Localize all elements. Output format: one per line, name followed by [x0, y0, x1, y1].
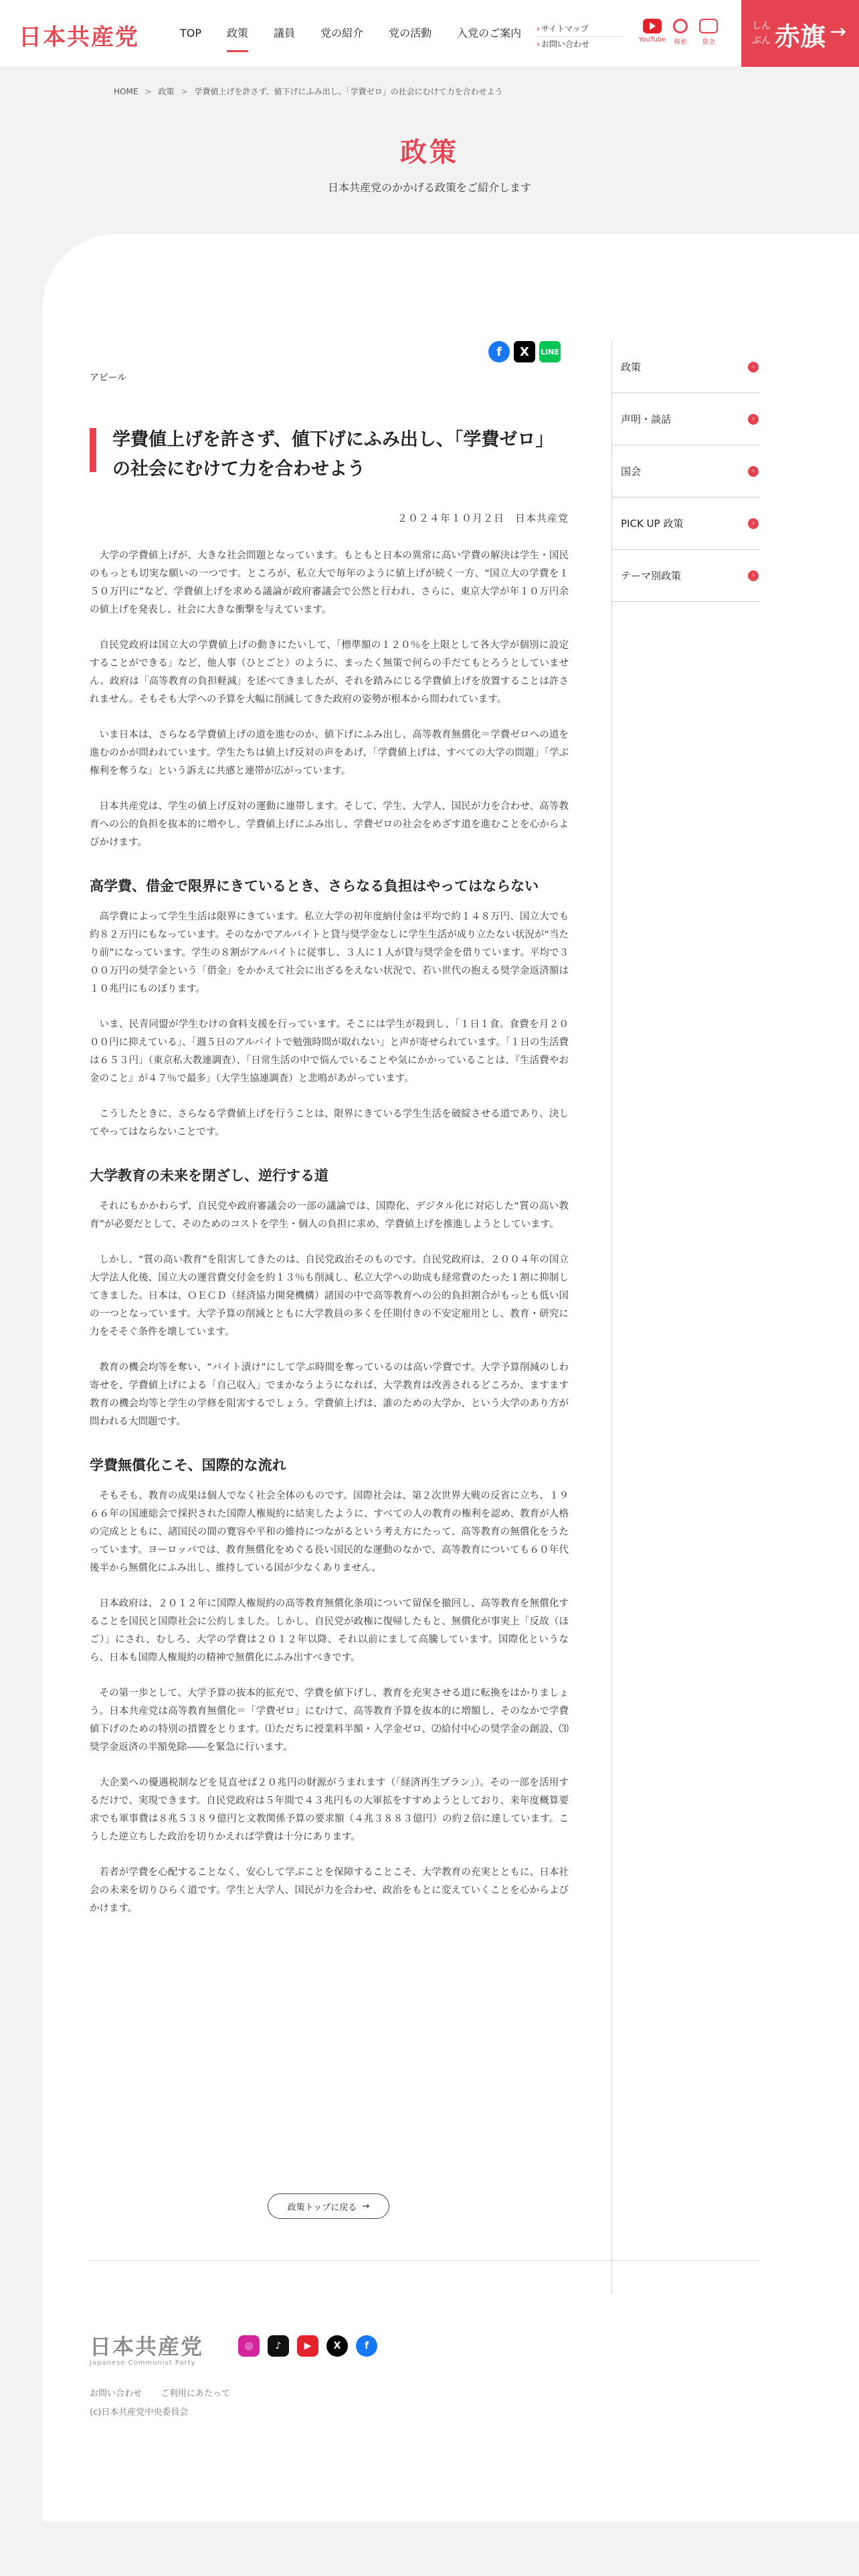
footer-logo[interactable]: 日本共産党 — [90, 2334, 204, 2359]
akahata-banner[interactable] — [741, 0, 859, 67]
akahata-small-label: しんぶん — [752, 21, 771, 46]
facebook-icon[interactable]: f — [356, 2335, 377, 2357]
share-buttons — [488, 341, 561, 362]
article-title: 学費値上げを許さず、値下げにふみ出し、「学費ゼロ」の社会にむけて力を合わせよう — [112, 429, 554, 479]
chevron-right-icon: › — [748, 414, 759, 425]
sidebar-item-policy[interactable]: 政策 › — [611, 341, 760, 393]
chevron-right-icon: › — [748, 518, 759, 529]
contact-link[interactable]: › お問い合わせ — [537, 39, 589, 49]
footer-logo-en: Japanese Communist Party — [90, 2359, 196, 2367]
article-paragraph: こうしたときに、さらなる学費値上げを行うことは、限界にきている学生生活を破綻させる道であり、決してやってはならないことです。 — [90, 1109, 569, 1138]
arrow-right-icon: → — [830, 20, 847, 43]
copyright: (c)日本共産党中央委員会 — [90, 2407, 189, 2418]
search-icon — [673, 19, 688, 33]
line-share-icon[interactable]: LINE — [539, 341, 561, 362]
article-paragraph: 日本政府は、２０１２年に国際人権規約の高等教育無償化条項について留保を撤回し、高等教育を無償化することを国民と国際社会に公約しました。しかし、自民党が政権に復帰したもと、無償化が事実上「反故（ほご）」にされ、むしろ、大学の学費は２０１２年以降、それ以前にまして高騰しています。国際化というなら、日本も国際人権規約の精神で無償化にふみ出すべきです。 — [90, 1598, 569, 1663]
chevron-right-icon: › — [748, 466, 759, 477]
chevron-right-icon: › — [748, 570, 759, 581]
header-icons — [638, 19, 723, 46]
article-paragraph: 大企業への優遇税制などを見直せば２０兆円の財源がうまれます（「経済再生プラン」）。その一部を活用するだけで、実現できます。自民党政府は５年間で４３兆円もの大軍拡をすすめようとしており、来年度概算要求でも軍事費は８兆５３８９億円と文教関係予算の要求額（４兆３８８３億円）の約２倍に達しています。こうした逆立ちした政治を切りかえれば学費は十分にあります。 — [90, 1778, 569, 1842]
article-category: アピール — [90, 372, 127, 383]
article-paragraph: 高学費によって学生生活は限界にきています。私立大学の初年度納付金は平均で約１４８万円、国立大でも約８２万円にもなっています。そのなかでアルバイトと貸与奨学金なしに学生生活が成り立たない状況が“当たり前”になっています。学生の８割がアルバイトに従事し、３人に１人が貸与奨学金を借りています。平均で３００万円の奨学金という「借金」をかかえて社会に出ざるをえない状況で、若い世代の抱える奨学金返済額は１０兆円にものぼります。 — [90, 911, 569, 994]
donate-button[interactable]: 募金 — [694, 19, 723, 46]
x-icon[interactable]: X — [326, 2335, 348, 2357]
breadcrumb-current: 学費値上げを許さず、値下げにふみ出し、「学費ゼロ」の社会にむけて力を合わせよう — [194, 87, 503, 96]
chevron-right-icon: › — [748, 362, 759, 372]
article-paragraph: その第一歩として、大学予算の抜本的拡充で、学費を値下げし、教育を充実させる道に転換をはかりましょう。日本共産党は高等教育無償化＝「学費ゼロ」にむけて、高等教育予算を抜本的に増額し、そのなかで学費値下げのための特別の措置をとります。⑴ただちに授業料半額・入学金ゼロ、⑵給付中心の奨学金の創設、⑶奨学金返済の半額免除――を緊急に行います。 — [90, 1688, 569, 1753]
facebook-share-icon[interactable]: f — [488, 341, 510, 362]
search-button[interactable]: 検索 — [666, 19, 694, 46]
nav-about[interactable]: 党の紹介 — [320, 27, 364, 39]
global-nav — [167, 0, 534, 67]
breadcrumb-policy[interactable]: 政策 — [158, 87, 175, 96]
sidebar — [611, 341, 760, 602]
youtube-icon[interactable]: ▶ — [297, 2335, 318, 2357]
article-paragraph: いま日本は、さらなる学費値上げの道を進むのか、値下げにふみ出し、高等教育無償化＝学費ゼロへの道を進むのかが問われています。学生たちは値上げ反対の声をあげ、「学費値上げは、すべての大学の問題」「学ぶ権利を奪うな」という訴えに共感と連帯が広がっています。 — [90, 730, 569, 776]
title-accent-bar — [90, 428, 96, 472]
arrow-right-icon: → — [362, 2201, 370, 2212]
article-paragraph: 自民党政府は国立大の学費値上げの動きにたいして、「標準額の１２０％を上限として各大学が個別に設定することができる」など、他人事（ひとごと）のように、まったく無策で何らの手だてもとろうとしていません。政府は「高等教育の負担軽減」を述べてきましたが、それを踏みにじる学費値上げを放置することは許されません。そもそも大学への予算を大幅に削減してきた政府の姿勢が根本から問われています。 — [90, 640, 569, 705]
nav-policy[interactable]: 政策 — [214, 0, 261, 67]
page-subtitle: 日本共産党のかかげる政策をご紹介します — [327, 181, 531, 194]
site-header — [0, 0, 859, 67]
nav-top[interactable]: TOP — [180, 27, 202, 39]
breadcrumb-home[interactable]: HOME — [114, 87, 138, 96]
nav-members[interactable]: 議員 — [274, 27, 296, 39]
article-paragraph: そもそも、教育の成果は個人でなく社会全体のものです。国際社会は、第２次世界大戦の反省に立ち、１９６６年の国連総会で採択された国際人権規約に結実したように、すべての人の教育の権利を認め、教育が人格の完成とともに、諸国民の間の寛容や平和の維持につながるという考え方にたって、高等教育の無償化をうたっています。ヨーロッパでは、教育無償化をめぐる長い国民的な運動のなかで、高等教育についても６０年代後半から無償化にふみ出し、維持している国が少なくありません。 — [90, 1491, 569, 1574]
nav-activities[interactable]: 党の活動 — [389, 27, 432, 39]
article-paragraph: 若者が学費を心配することなく、安心して学ぶことを保障することこそ、大学教育の充実とともに、日本社会の未来を切りひらく道です。学生と大学人、国民が力を合わせ、政治をもとに変えていくことを心からよびかけます。 — [90, 1867, 569, 1914]
section-heading: 高学費、借金で限界にきているとき、さらなる負担はやってはならない — [90, 878, 539, 894]
youtube-icon — [643, 19, 662, 33]
tiktok-icon[interactable]: ♪ — [268, 2335, 289, 2357]
site-logo[interactable]: 日本共産党 — [19, 24, 139, 51]
footer-divider — [90, 2260, 760, 2261]
sidebar-item-pickup[interactable]: PICK UP 政策 › — [611, 498, 760, 550]
article-title-block — [90, 425, 569, 484]
article-paragraph: それにもかかわらず、自民党や政府審議会の一部の議論では、国際化、デジタル化に対応した“質の高い教育”が必要だとして、そのためのコストを学生・個人の負担に求め、学費値上げを推進しようとしています。 — [90, 1201, 569, 1230]
article-paragraph: いま、民青同盟が学生むけの食料支援を行っています。そこには学生が殺到し、「１日１食。食費を月２０００円に抑えている」、「週５日のアルバイトで勉強時間が取れない」と声が寄せられています。「１日の生活費は６５３円」（東京私大教連調査）、「日常生活の中で悩んでいることや気にかかっていることは、『生活費やお金のこと』が４７％で最多」（大学生協連調査）と悲鳴があがっています。 — [90, 1019, 569, 1084]
nav-join[interactable]: 入党のご案内 — [457, 27, 522, 39]
sidebar-item-theme[interactable]: テーマ別政策 › — [611, 550, 760, 602]
sub-nav — [537, 23, 624, 50]
page-title: 政策 — [400, 137, 459, 168]
akahata-title: 赤旗 — [775, 21, 826, 51]
donate-icon — [699, 19, 718, 33]
sitemap-link[interactable]: › サイトマップ — [537, 24, 589, 33]
back-to-policy-button[interactable]: 政策トップに戻る → — [268, 2193, 389, 2219]
footer-terms-link[interactable]: ご利用にあたって — [161, 2389, 231, 2399]
article-date: ２０２４年１０月２日 日本共産党 — [397, 512, 569, 524]
article-paragraph: 教育の機会均等を奪い、“バイト漬け”にして学ぶ時間を奪っているのは高い学費です。大学予算削減のしわ寄せを、学費値上げによる「自己収入」でまかなうようになれば、大学教育は改善されるどころか、ますます教育の機会均等と学生の学修を阻害するでしょう。学費値上げは、誰のための大学か、という大学のあり方が問われる大問題です。 — [90, 1362, 569, 1427]
footer-links — [90, 2386, 230, 2399]
article-paragraph: 日本共産党は、学生の値上げ反対の運動に連帯します。そして、学生、大学人、国民が力を合わせ、高等教育への公的負担を抜本的に増やし、学費値上げにふみ出し、学費ゼロの社会をめざす道を進むことを心からよびかけます。 — [90, 801, 569, 848]
breadcrumb: HOME > 政策 > 学費値上げを許さず、値下げにふみ出し、「学費ゼロ」の社会にむけて力を合わせよう — [114, 87, 503, 96]
social-links — [238, 2335, 377, 2357]
section-heading: 学費無償化こそ、国際的な流れ — [90, 1457, 286, 1473]
x-share-icon[interactable]: X — [514, 341, 535, 362]
article-paragraph: しかし、“質の高い教育”を阻害してきたのは、自民党政治そのものです。自民党政府は、２００４年の国立大学法人化後、国立大の運営費交付金を約１３％も削減し、私立大学への助成も経常費のたった１割に抑制してきました。日本は、ＯＥＣＤ（経済協力開発機構）諸国の中で高等教育への公的負担割合がもっとも低い国の一つとなっています。大学予算の削減とともに大学教員の多くを任期付きの不安定雇用とし、教育・研究に力をそそぐ条件を壊しています。 — [90, 1255, 569, 1337]
sidebar-item-statements[interactable]: 声明・談話 › — [611, 393, 760, 445]
footer-contact-link[interactable]: お問い合わせ — [90, 2389, 142, 2399]
instagram-icon[interactable]: ◎ — [238, 2335, 260, 2357]
youtube-button[interactable]: YouTube — [638, 19, 666, 46]
sidebar-item-diet[interactable]: 国会 › — [611, 445, 760, 498]
section-heading: 大学教育の未来を閉ざし、逆行する道 — [90, 1168, 328, 1184]
article-paragraph: 大学の学費値上げが、大きな社会問題となっています。もともと日本の異常に高い学費の解決は学生・国民のもっとも切実な願いの一つです。ところが、私立大で毎年のように値上げが続く一方、“国立大の学費を１５０万円に”など、学費値上げを求める議論が政府審議会で公然と行われ、さらに、東京大学が年１０万円余の値上げを発表し、社会に大きな衝撃を与えています。 — [90, 550, 569, 615]
article-body — [90, 547, 569, 1935]
